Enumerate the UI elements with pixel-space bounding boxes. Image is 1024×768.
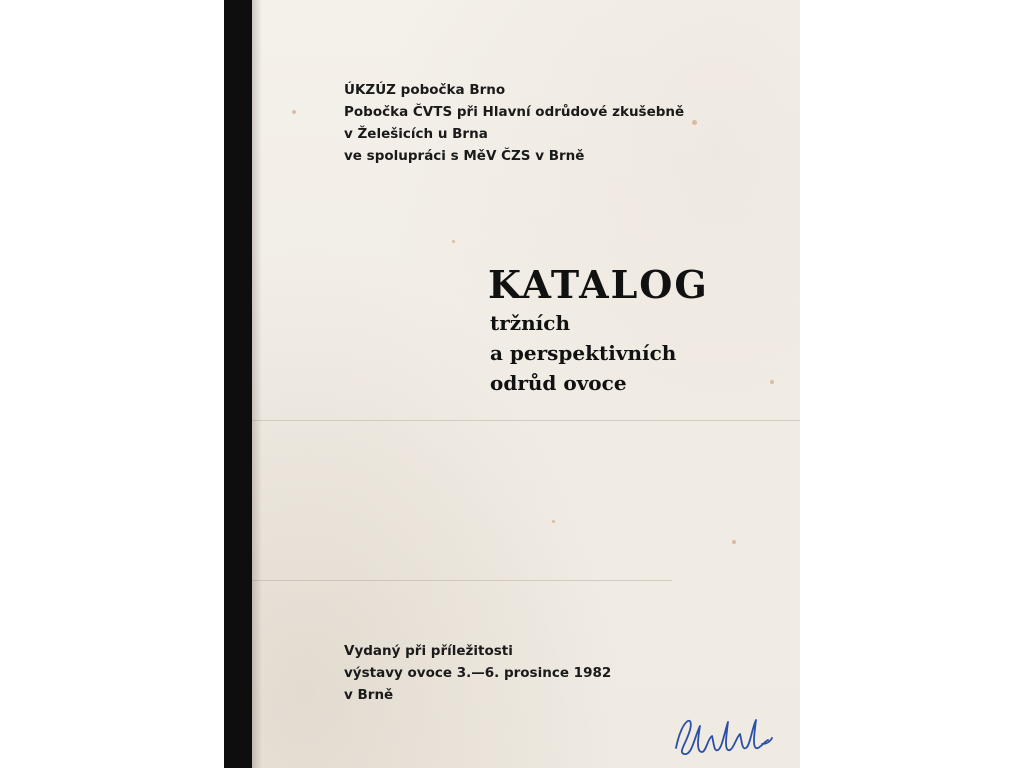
foxing-spot: [692, 120, 697, 125]
publisher-line: v Želešicích u Brna: [344, 126, 488, 142]
cover-page: [252, 0, 800, 768]
foxing-spot: [770, 380, 774, 384]
paper-crease: [252, 580, 672, 581]
subtitle-line: tržních: [490, 311, 570, 335]
occasion-line: výstavy ovoce 3.—6. prosince 1982: [344, 665, 612, 681]
foxing-spot: [292, 110, 296, 114]
subtitle-line: odrůd ovoce: [490, 371, 627, 395]
occasion-line: Vydaný při příležitosti: [344, 643, 513, 659]
document-title: KATALOG: [488, 262, 709, 307]
occasion-block: [344, 640, 611, 706]
handwritten-signature-icon: [668, 708, 778, 760]
foxing-spot: [732, 540, 736, 544]
publisher-line: ÚKZÚZ pobočka Brno: [344, 82, 506, 98]
foxing-spot: [552, 520, 555, 523]
publisher-block: [344, 79, 684, 167]
occasion-line: v Brně: [344, 687, 394, 703]
paper-crease: [252, 420, 800, 421]
title-block: [488, 262, 709, 398]
subtitle-line: a perspektivních: [490, 341, 677, 365]
foxing-spot: [452, 240, 455, 243]
publisher-line: Pobočka ČVTS při Hlavní odrůdové zkušebně: [344, 104, 685, 120]
publisher-line: ve spolupráci s MěV ČZS v Brně: [344, 148, 585, 164]
